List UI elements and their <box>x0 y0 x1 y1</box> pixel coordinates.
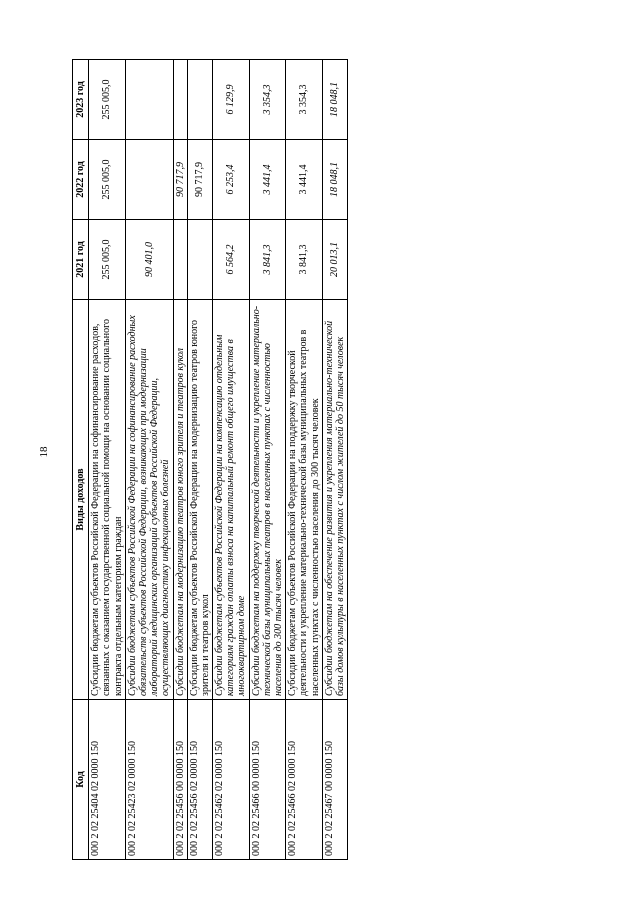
revenue-table <box>72 59 348 860</box>
row-code: 000 2 02 25456 02 0000 150 <box>187 700 212 860</box>
table-row <box>187 60 212 860</box>
row-value-2021: 20 013,1 <box>322 220 347 300</box>
table-header-row <box>73 60 89 860</box>
table-row <box>125 60 173 860</box>
row-value-2023: 3 354,3 <box>286 60 323 140</box>
row-value-2021: 90 401,0 <box>125 220 173 300</box>
row-code: 000 2 02 25466 00 0000 150 <box>249 700 286 860</box>
row-value-2022: 255 005,0 <box>89 140 126 220</box>
page-number: 18 <box>38 446 50 458</box>
row-description: Субсидии бюджетам на обеспечение развития и укрепления материально-технической базы домов культуры в населенных пунктах с числом жителей до 50 тысяч человек <box>322 300 347 700</box>
table-body <box>89 60 348 860</box>
header-2023: 2023 год <box>73 60 89 140</box>
header-code: Код <box>73 700 89 860</box>
row-code: 000 2 02 25404 02 0000 150 <box>89 700 126 860</box>
row-code: 000 2 02 25467 00 0000 150 <box>322 700 347 860</box>
row-value-2023 <box>125 60 173 140</box>
row-value-2022: 90 717,9 <box>173 140 187 220</box>
table-row <box>89 60 126 860</box>
table-row <box>286 60 323 860</box>
table-row <box>249 60 286 860</box>
row-description: Субсидии бюджетам на модернизацию театров юного зрителя и театров кукол <box>173 300 187 700</box>
row-value-2021: 3 841,3 <box>286 220 323 300</box>
row-value-2021 <box>173 220 187 300</box>
row-description: Субсидии бюджетам субъектов Российской Федерации на компенсацию отдельным категориям граждан оплаты взноса на капитальный ремонт общего имущества в многоквартирном доме <box>213 300 250 700</box>
row-value-2023: 255 005,0 <box>89 60 126 140</box>
row-code: 000 2 02 25466 02 0000 150 <box>286 700 323 860</box>
rotated-page-content <box>72 60 640 860</box>
row-value-2023 <box>187 60 212 140</box>
row-value-2022 <box>125 140 173 220</box>
table-row <box>173 60 187 860</box>
table-row <box>322 60 347 860</box>
row-description: Субсидии бюджетам субъектов Российской Федерации на модернизацию театров юного зрителя и театров кукол <box>187 300 212 700</box>
row-code: 000 2 02 25423 02 0000 150 <box>125 700 173 860</box>
row-value-2021: 255 005,0 <box>89 220 126 300</box>
row-value-2023: 6 129,9 <box>213 60 250 140</box>
row-value-2022: 6 253,4 <box>213 140 250 220</box>
row-value-2021: 3 841,3 <box>249 220 286 300</box>
row-description: Субсидии бюджетам субъектов Российской Федерации на софинансирование расходных обязательств субъектов Российской Федерации, возникающих при модернизации лабораторий медицинских организаций субъектов Российской Федерации, осуществляющих диагностику инфекционных болезней <box>125 300 173 700</box>
row-code: 000 2 02 25456 00 0000 150 <box>173 700 187 860</box>
row-value-2021 <box>187 220 212 300</box>
row-description: Субсидии бюджетам субъектов Российской Федерации на софинансирование расходов, связанных с оказанием государственной социальной помощи на основании социального контракта отдельным категориям граждан <box>89 300 126 700</box>
row-value-2022: 3 441,4 <box>286 140 323 220</box>
header-2022: 2022 год <box>73 140 89 220</box>
row-value-2022: 90 717,9 <box>187 140 212 220</box>
row-description: Субсидии бюджетам субъектов Российской Федерации на поддержку творческой деятельности и укрепление материально-технической базы муниципальных театров в населенных пунктах с численностью населения до 300 тысяч человек <box>286 300 323 700</box>
row-code: 000 2 02 25462 02 0000 150 <box>213 700 250 860</box>
row-value-2023 <box>173 60 187 140</box>
row-value-2021: 6 564,2 <box>213 220 250 300</box>
header-2021: 2021 год <box>73 220 89 300</box>
row-value-2023: 3 354,3 <box>249 60 286 140</box>
table-row <box>213 60 250 860</box>
row-value-2022: 3 441,4 <box>249 140 286 220</box>
row-value-2023: 18 048,1 <box>322 60 347 140</box>
row-value-2022: 18 048,1 <box>322 140 347 220</box>
header-revenue-type: Виды доходов <box>73 300 89 700</box>
row-description: Субсидии бюджетам на поддержку творческой деятельности и укрепление материально-технической базы муниципальных театров в населенных пунктах с численностью населения до 300 тысяч человек <box>249 300 286 700</box>
